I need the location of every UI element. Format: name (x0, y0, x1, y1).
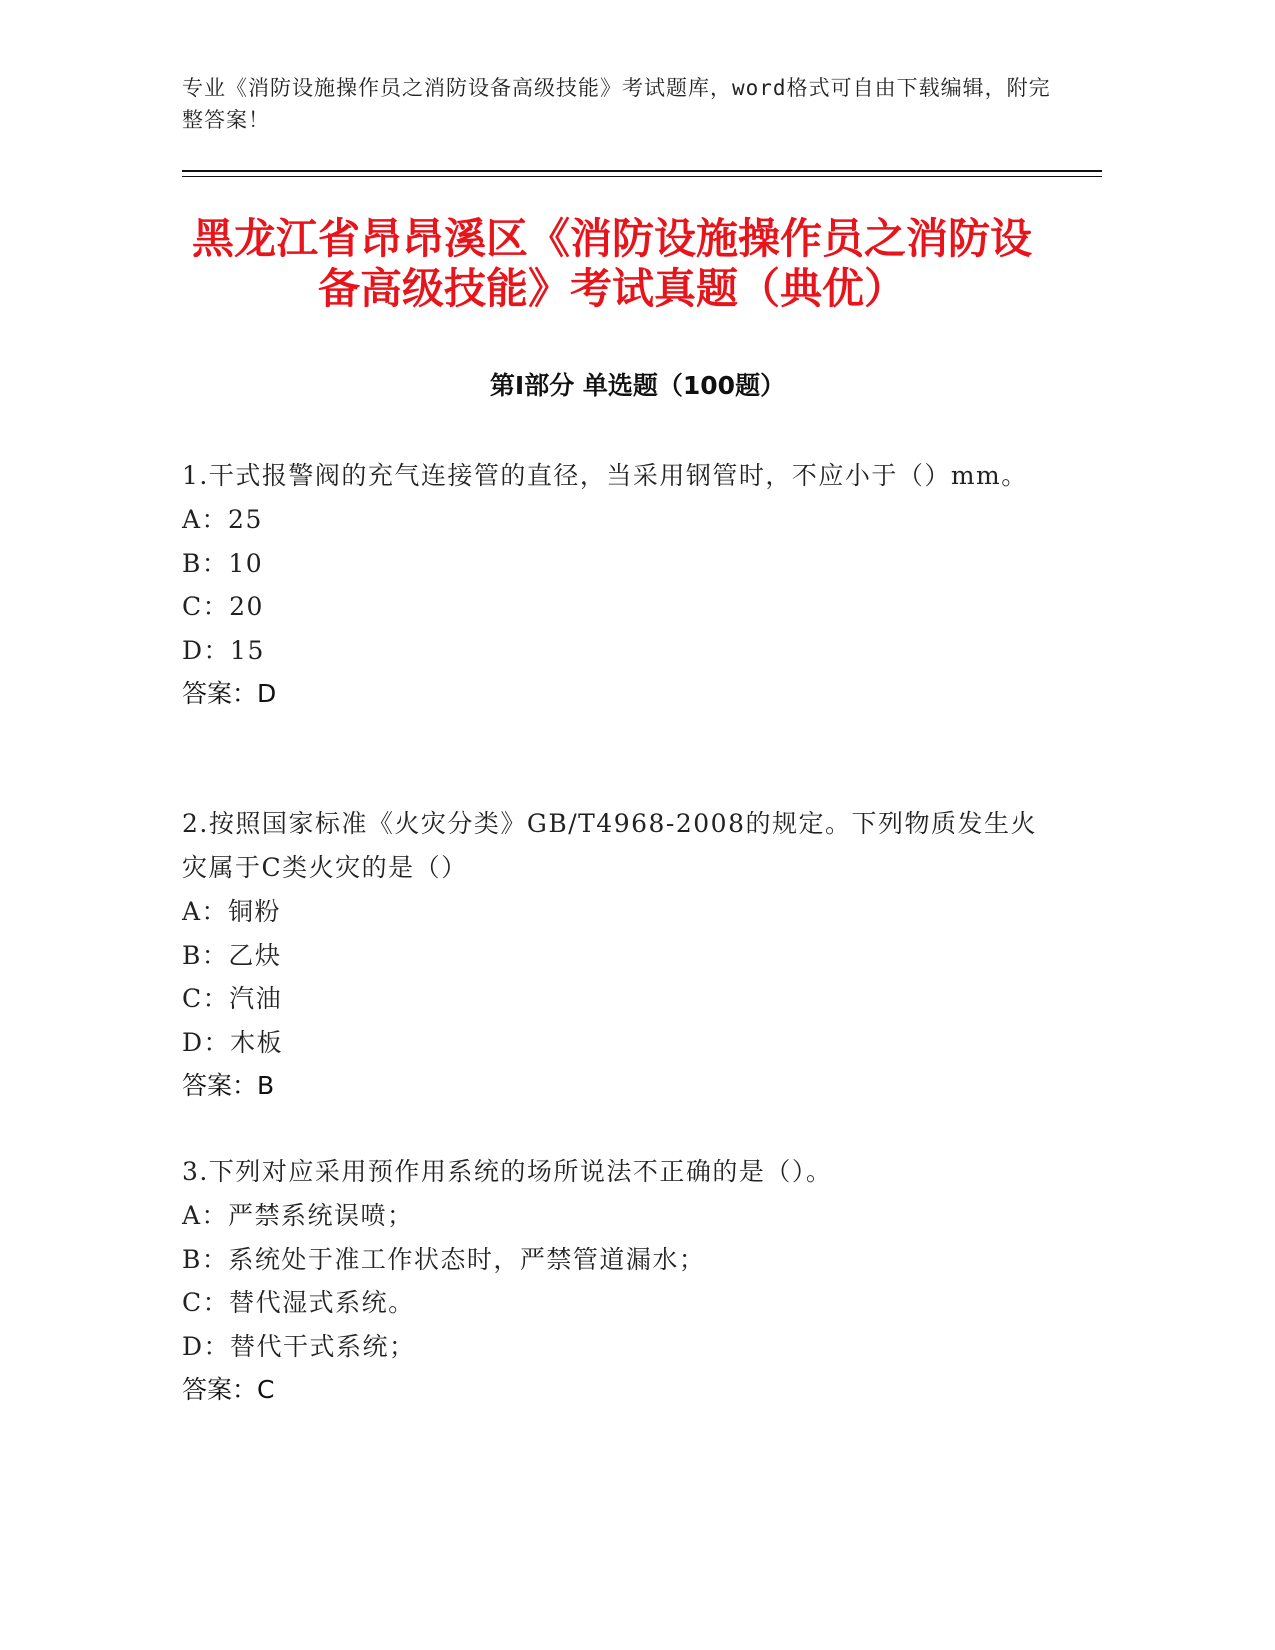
question-stem: 1.干式报警阀的充气连接管的直径，当采用钢管时，不应小于（）mm。 (182, 461, 1028, 490)
option-a: A：25 (182, 505, 263, 534)
option-d: D：15 (182, 635, 265, 665)
document-title: 黑龙江省昂昂溪区《消防设施操作员之消防设备高级技能》考试真题（典优） (191, 214, 1032, 313)
option-c: C：替代湿式系统。 (182, 1288, 415, 1317)
option-c: C：汽油 (182, 984, 283, 1013)
header-note: 专业《消防设施操作员之消防设备高级技能》考试题库，word格式可自由下载编辑，附完整答案！ (182, 76, 1051, 132)
header-divider-thin (182, 176, 1102, 177)
answer: 答案：C (182, 1375, 275, 1404)
section-heading: 第I部分 单选题（100题） (489, 371, 786, 400)
answer: 答案：B (182, 1071, 275, 1100)
header-divider-thick (182, 170, 1102, 172)
question-1 (182, 454, 1042, 716)
option-c: C：20 (182, 592, 264, 621)
question-stem: 3.下列对应采用预作用系统的场所说法不正确的是（）。 (182, 1157, 833, 1186)
question-3 (182, 1150, 1042, 1412)
option-a: A：铜粉 (182, 897, 282, 926)
option-b: B：乙炔 (182, 940, 282, 970)
option-d: D：木板 (182, 1027, 284, 1057)
option-b: B：系统处于准工作状态时，严禁管道漏水； (182, 1244, 706, 1274)
question-stem: 2.按照国家标准《火灾分类》GB/T4968-2008的规定。下列物质发生火灾属于C类火灾的是（） (182, 809, 1037, 882)
option-d: D：替代干式系统； (182, 1331, 416, 1361)
answer: 答案：D (182, 679, 277, 708)
option-a: A：严禁系统误喷； (182, 1201, 414, 1230)
option-b: B：10 (182, 548, 264, 578)
question-2 (182, 802, 1042, 1108)
